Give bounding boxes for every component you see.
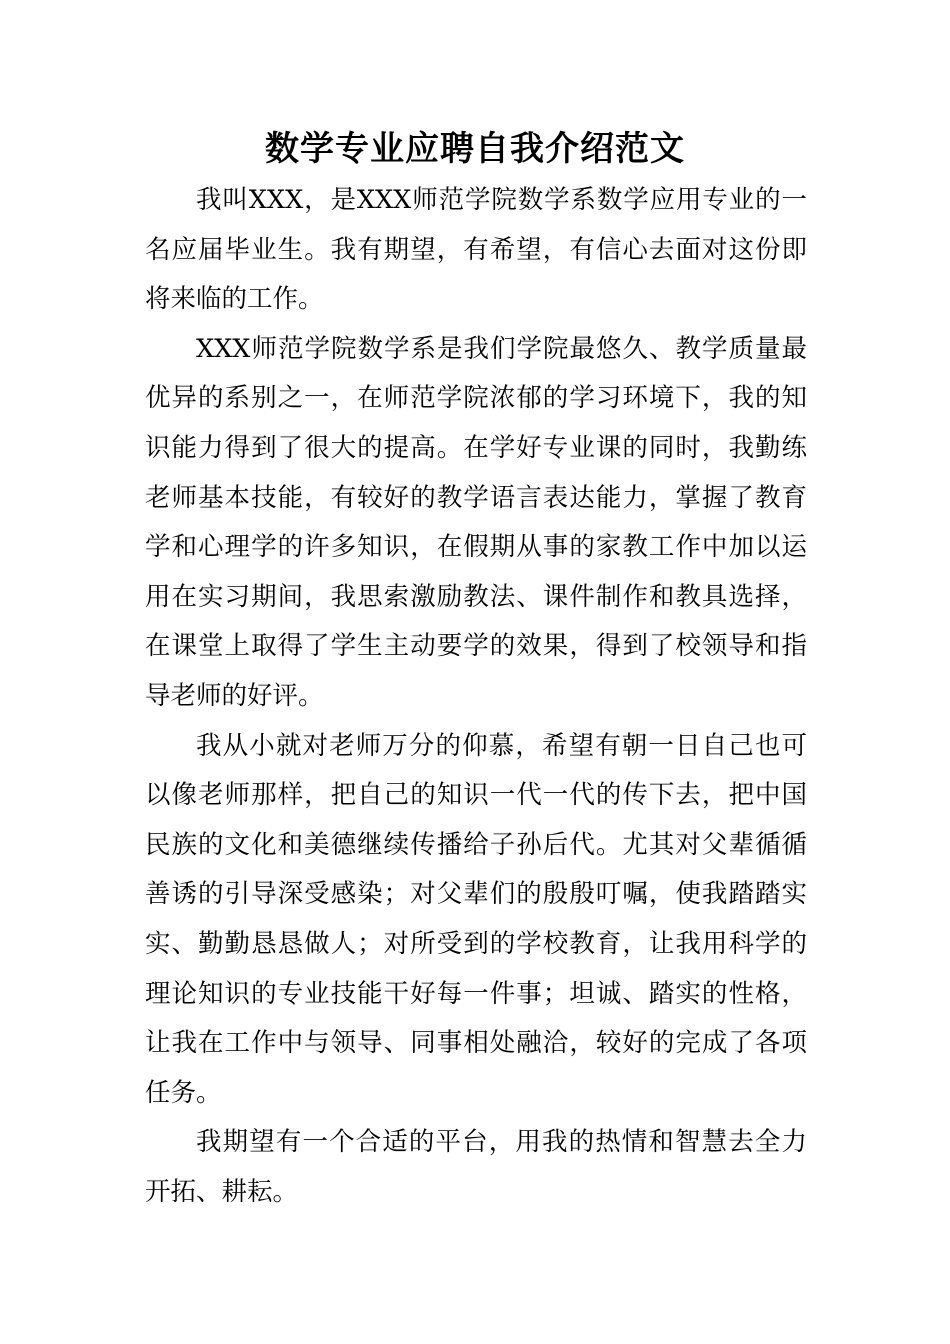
paragraph-3: 我从小就对老师万分的仰慕，希望有朝一日自己也可以像老师那样，把自己的知识一代一代的传下去，把中国民族的文化和美德继续传播给子孙后代。尤其对父辈循循善诱的引导深受感染；对父辈们的殷殷叮嘱，使我踏踏实实、勤勤恳恳做人；对所受到的学校教育，让我用科学的理论知识的专业技能干好每一件事；坦诚、踏实的性格，让我在工作中与领导、同事相处融洽，较好的完成了各项任务。 — [145, 730, 807, 1108]
paragraph-2: XXX师范学院数学系是我们学院最悠久、教学质量最优异的系别之一，在师范学院浓郁的学习环境下，我的知识能力得到了很大的提高。在学好专业课的同时，我勤练老师基本技能，有较好的教学语言表达能力，掌握了教育学和心理学的许多知识，在假期从事的家教工作中加以运用在实习期间，我思索激励教法、课件制作和教具选择，在课堂上取得了学生主动要学的效果，得到了校领导和指导老师的好评。 — [145, 333, 807, 711]
paragraph-4: 我期望有一个合适的平台，用我的热情和智慧去全力开拓、耕耘。 — [145, 1127, 807, 1207]
document-title: 数学专业应聘自我介绍范文 — [265, 129, 685, 169]
document-body — [145, 176, 807, 1217]
paragraph-1: 我叫XXX，是XXX师范学院数学系数学应用专业的一名应届毕业生。我有期望，有希望，有信心去面对这份即将来临的工作。 — [145, 185, 807, 315]
